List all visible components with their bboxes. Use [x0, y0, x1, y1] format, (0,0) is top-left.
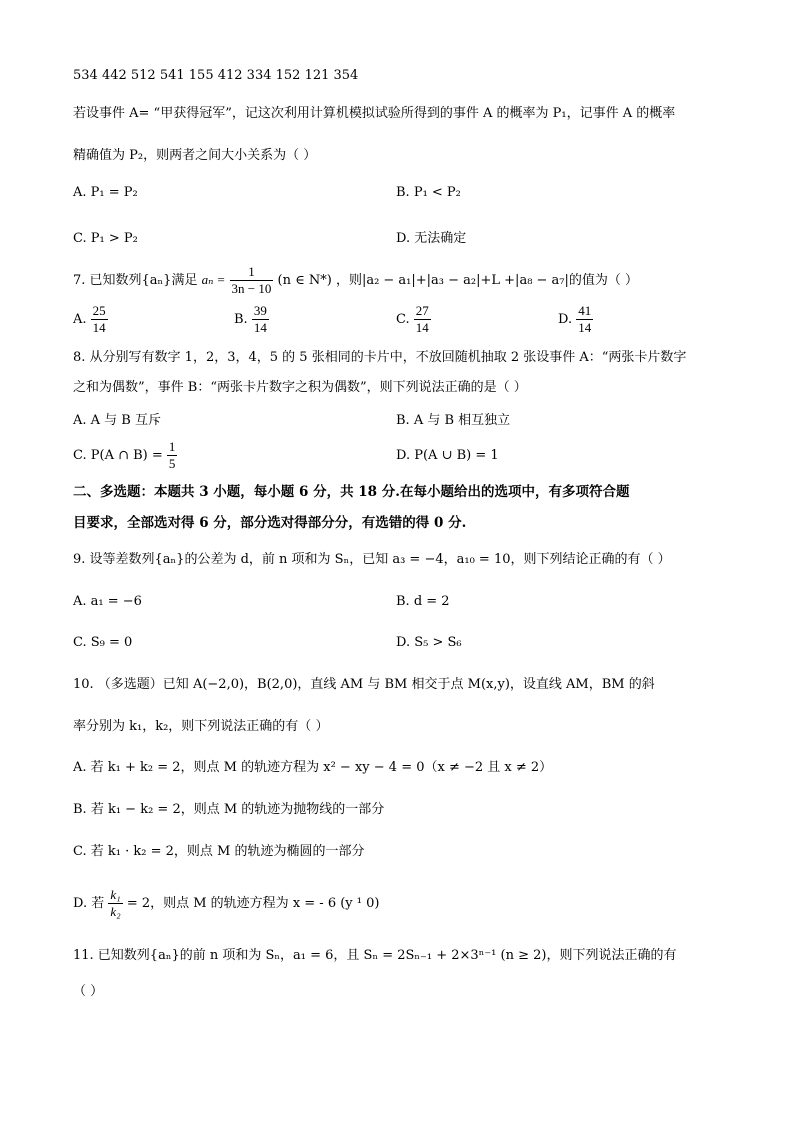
q7-text: 7. 已知数列{aₙ}满足: [73, 273, 198, 288]
q7-option-c-frac: $\frac{27}{14}$: [415, 303, 429, 335]
q10-text-line2: 率分别为 k₁，k₂，则下列说法正确的有（ ）: [73, 719, 329, 734]
q7-option-a-label: A.: [73, 312, 87, 327]
q7-stem: [73, 262, 638, 299]
random-number-sequence: 534 442 512 541 155 412 334 152 121 354: [73, 68, 359, 83]
q8-option-a: A. A 与 B 互斥: [73, 413, 161, 428]
q9-option-a: A. a₁ = −6: [73, 594, 142, 609]
q6-option-b: B. P₁ < P₂: [396, 185, 461, 200]
q7-option-c-label: C.: [396, 312, 410, 327]
q7-option-a-frac: $\frac{25}{14}$: [92, 303, 106, 335]
q6-option-a: A. P₁ = P₂: [73, 185, 138, 200]
q8-option-b: B. A 与 B 相互独立: [396, 413, 511, 428]
q10-option-d: [73, 884, 379, 924]
q9-option-b: B. d = 2: [396, 594, 450, 609]
q7-fraction-num: 1: [230, 264, 274, 281]
q10-option-d-frac: $\frac{\text{k₁}}{\text{k₂}}$: [110, 887, 121, 919]
q8-option-c-text: C. P(A ∩ B) =: [73, 448, 163, 463]
q7-fraction: [230, 264, 274, 297]
q7-option-d-frac: $\frac{41}{14}$: [578, 303, 592, 335]
q7-option-b-frac: $\frac{39}{14}$: [253, 303, 267, 335]
q7-fraction-den: 3n − 10: [231, 281, 272, 296]
q7-option-a: [73, 302, 108, 338]
q10-option-d-pre: D. 若: [73, 896, 105, 911]
q7-option-d-label: D.: [558, 312, 573, 327]
q9-text: 9. 设等差数列{aₙ}的公差为 d，前 n 项和为 Sₙ，已知 a₃ = −4，a₁₀ = 10，则下列结论正确的有（ ）: [73, 552, 671, 567]
q7-rest: ，则|a₂ − a₁|+|a₃ − a₂|+L +|a₈ − a₇|的值为（ ）: [335, 273, 639, 288]
q6-option-c: C. P₁ > P₂: [73, 231, 138, 246]
q6-text-line1: 若设事件 A= “甲获得冠军”，记这次利用计算机模拟试验所得到的事件 A 的概率为 P₁，记事件 A 的概率: [73, 106, 676, 121]
q8-text-line2: 之和为偶数”，事件 B：“两张卡片数字之积为偶数”，则下列说法正确的是（ ）: [73, 380, 527, 395]
q11-text-line1: 11. 已知数列{aₙ}的前 n 项和为 Sₙ，a₁ = 6，且 Sₙ = 2Sₙ₋₁ + 2×3ⁿ⁻¹ (n ≥ 2)，则下列说法正确的有: [73, 948, 677, 963]
q10-text-line1: 10. （多选题）已知 A(−2,0)，B(2,0)，直线 AM 与 BM 相交于点 M(x,y)，设直线 AM，BM 的斜: [73, 677, 655, 692]
q7-option-d: [558, 302, 593, 338]
q7-condition: (n ∈ N*): [277, 273, 332, 288]
q10-option-d-post: = 2，则点 M 的轨迹方程为 x = - 6 (y ¹ 0): [126, 896, 380, 911]
section2-heading-line1: 二、多选题：本题共 3 小题，每小题 6 分，共 18 分.在每小题给出的选项中，有多项符合题: [73, 484, 630, 500]
q6-option-d: D. 无法确定: [396, 231, 467, 246]
q11-text-line2: （ ）: [73, 984, 104, 999]
q9-option-d: D. S₅ > S₆: [396, 635, 462, 650]
q8-option-c: [73, 438, 177, 474]
q8-option-c-frac: $\frac{1}{5}$: [168, 439, 176, 471]
q10-option-c: C. 若 k₁ · k₂ = 2，则点 M 的轨迹为椭圆的一部分: [73, 844, 365, 859]
q10-option-a: A. 若 k₁ + k₂ = 2，则点 M 的轨迹方程为 x² − xy − 4 = 0（x ≠ −2 且 x ≠ 2）: [73, 760, 553, 775]
q7-lhs: aₙ =: [201, 272, 226, 287]
q7-option-c: [396, 302, 431, 338]
q7-option-b: [234, 302, 269, 338]
q6-text-line2: 精确值为 P₂，则两者之间大小关系为（ ）: [73, 148, 317, 163]
q8-text-line1: 8. 从分别写有数字 1，2，3，4，5 的 5 张相同的卡片中，不放回随机抽取 2 张设事件 A：“两张卡片数字: [73, 350, 687, 365]
q7-option-b-label: B.: [234, 312, 248, 327]
section2-heading-line2: 目要求，全部选对得 6 分，部分选对得部分分，有选错的得 0 分.: [73, 515, 467, 531]
q10-option-b: B. 若 k₁ − k₂ = 2，则点 M 的轨迹为抛物线的一部分: [73, 802, 385, 817]
q8-option-d: D. P(A ∪ B) = 1: [396, 448, 499, 463]
q9-option-c: C. S₉ = 0: [73, 635, 133, 650]
